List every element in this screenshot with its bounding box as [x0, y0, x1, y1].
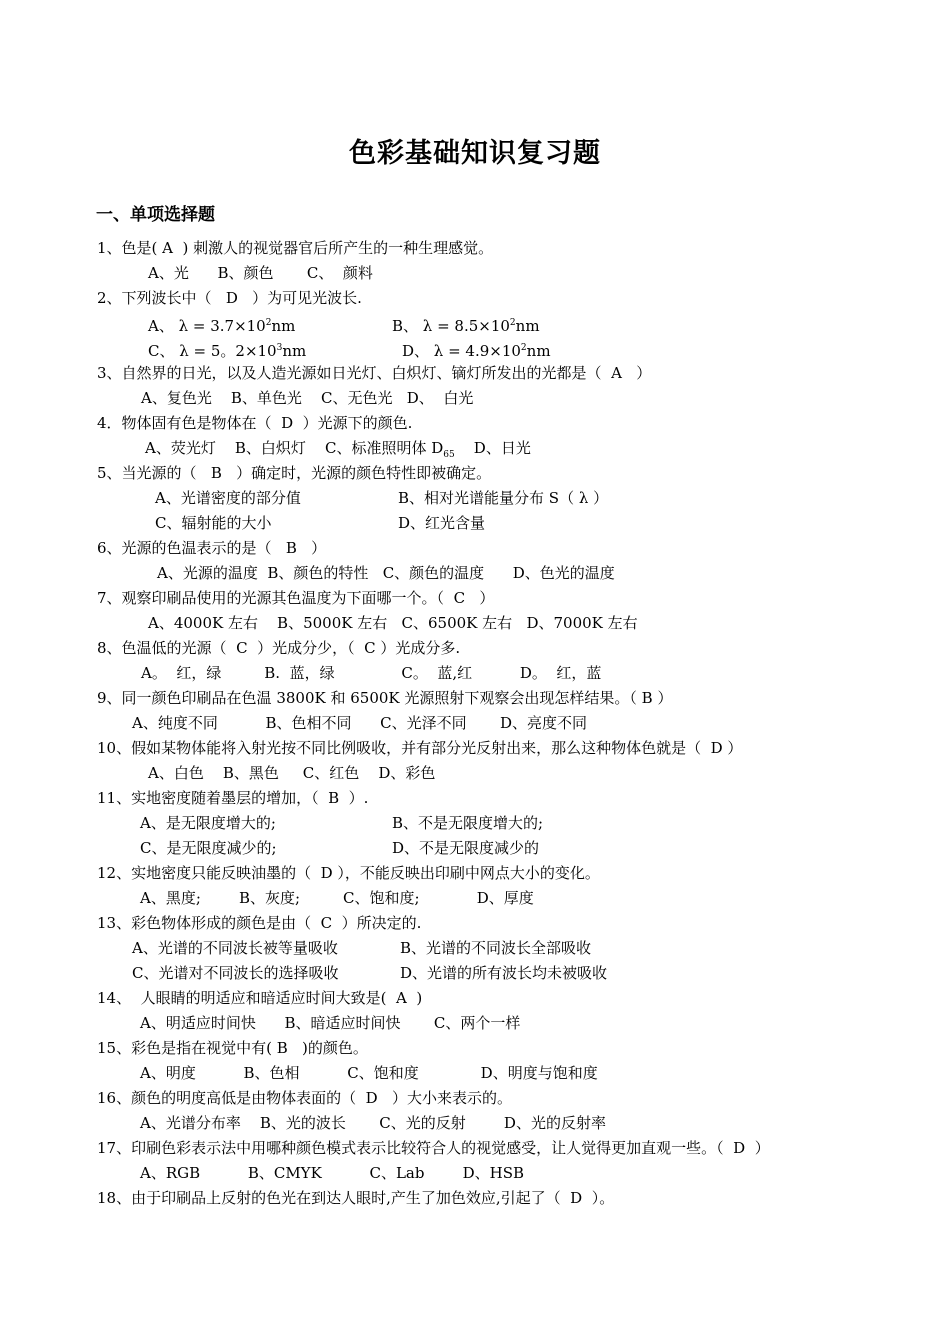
question-1: 1、色是( A ) 刺激人的视觉器官后所产生的一种生理感觉。 [97, 239, 494, 257]
question-13-option-a: A、光谱的不同波长被等量吸收 [132, 939, 338, 957]
question-5-option-d: D、红光含量 [398, 514, 486, 532]
question-11-option-a: A、是无限度增大的; [140, 814, 276, 832]
question-12: 12、实地密度只能反映油墨的（ D ），不能反映出印刷中网点大小的变化。 [97, 864, 600, 882]
question-14: 14、 人眼睛的明适应和暗适应时间大致是( A ) [97, 989, 423, 1007]
question-11-option-c: C、是无限度减少的; [140, 839, 277, 857]
question-5-option-c: C、辐射能的大小 [155, 514, 272, 532]
document-title: 色彩基础知识复习题 [349, 138, 601, 169]
question-13-option-d: D、光谱的所有波长均未被吸收 [400, 964, 608, 982]
question-6: 6、光源的色温表示的是（ B ） [97, 539, 327, 557]
question-13: 13、彩色物体形成的颜色是由（ C ）所决定的. [97, 914, 422, 932]
question-2-option-a: A、 $\lambda = 3.7\times 10^2nm$ [148, 317, 296, 335]
question-5-option-b: B、相对光谱能量分布 S（ λ ） [398, 489, 609, 507]
question-7-options: A、4000K 左右 B、5000K 左右 C、6500K 左右 D、7000K 左右 [148, 614, 638, 632]
question-11: 11、实地密度随着墨层的增加，（ B ）. [97, 789, 369, 807]
section-heading: 一、单项选择题 [96, 205, 215, 225]
question-11-option-b: B、不是无限度增大的; [392, 814, 544, 832]
question-2-option-d: D、 $\lambda = 4.9\times 10^2nm$ [402, 342, 551, 360]
question-17: 17、印刷色彩表示法中用哪种颜色模式表示比较符合人的视觉感受，让人觉得更加直观一些。（ D ） [97, 1139, 770, 1157]
question-17-options: A、RGB B、CMYK C、Lab D、HSB [140, 1164, 524, 1182]
question-7: 7、观察印刷品使用的光源其色温度为下面哪一个。（ C ） [97, 589, 495, 607]
question-14-options: A、明适应时间快 B、暗适应时间快 C、两个一样 [140, 1014, 521, 1032]
question-15: 15、彩色是指在视觉中有( B )的颜色。 [97, 1039, 368, 1057]
question-8-options: A。 红，绿 B. 蓝，绿 C。 蓝,红 D。 红，蓝 [141, 664, 602, 682]
question-2: 2、下列波长中（ D ）为可见光波长. [97, 289, 362, 307]
question-5-option-a: A、光谱密度的部分值 [155, 489, 301, 507]
question-9: 9、同一颜色印刷品在色温 3800K 和 6500K 光源照射下观察会出现怎样结果。（ B ） [97, 689, 673, 707]
question-18: 18、由于印刷品上反射的色光在到达人眼时,产生了加色效应,引起了（ D ）。 [97, 1189, 615, 1207]
question-6-options: A、光源的温度 B、颜色的特性 C、颜色的温度 D、色光的温度 [157, 564, 615, 582]
question-16: 16、颜色的明度高低是由物体表面的（ D ）大小来表示的。 [97, 1089, 512, 1107]
question-2-option-c: C、 λ = 5。$2\times 10^3nm$ [148, 342, 307, 360]
question-10: 10、假如某物体能将入射光按不同比例吸收，并有部分光反射出来，那么这种物体色就是（ D ） [97, 739, 743, 757]
question-4: 4．物体固有色是物体在（ D ）光源下的颜色. [97, 414, 413, 432]
question-11-option-d: D、不是无限度减少的 [392, 839, 540, 857]
question-3: 3、自然界的日光，以及人造光源如日光灯、白炽灯、镝灯所发出的光都是（ A ） [97, 364, 652, 382]
question-15-options: A、明度 B、色相 C、饱和度 D、明度与饱和度 [140, 1064, 598, 1082]
question-13-option-c: C、光谱对不同波长的选择吸收 [132, 964, 339, 982]
question-3-options: A、复色光 B、单色光 C、无色光 D、 白光 [141, 389, 474, 407]
question-1-options: A、光 B、颜色 C、 颜料 [148, 264, 373, 282]
question-10-options: A、白色 B、黑色 C、红色 D、彩色 [148, 764, 436, 782]
question-9-options: A、纯度不同 B、色相不同 C、光泽不同 D、亮度不同 [132, 714, 588, 732]
question-8: 8、色温低的光源（ C ）光成分少，（ C ）光成分多. [97, 639, 461, 657]
question-4-options: A、荧光灯 B、白炽灯 C、标准照明体 $D_{65}$ D、日光 [145, 439, 531, 460]
question-13-option-b: B、光谱的不同波长全部吸收 [400, 939, 592, 957]
question-2-option-b: B、 $\lambda = 8.5\times 10^2nm$ [392, 317, 540, 335]
question-12-options: A、黑度; B、灰度; C、饱和度; D、厚度 [140, 889, 534, 907]
question-5: 5、当光源的（ B ）确定时，光源的颜色特性即被确定。 [97, 464, 492, 482]
question-16-options: A、光谱分布率 B、光的波长 C、光的反射 D、光的反射率 [140, 1114, 606, 1132]
